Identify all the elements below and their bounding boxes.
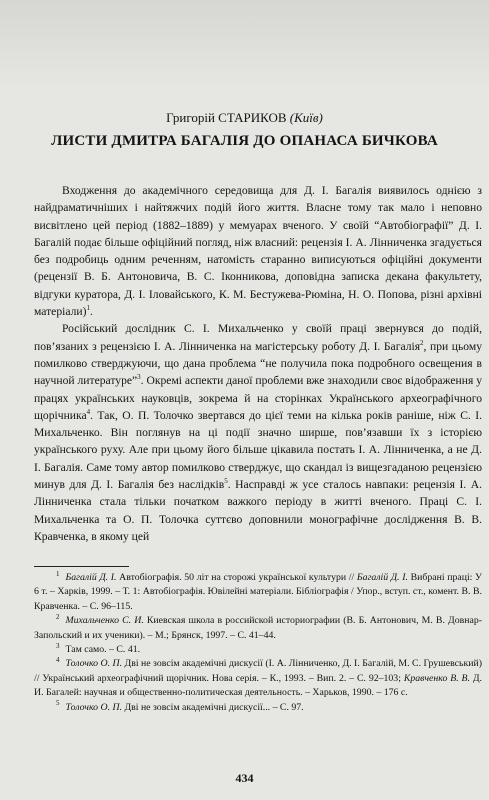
paragraph-text: . Насправді ж усе сталось навпаки: рецензія І. А. Лінниченка стала тільки початком важкого періоду в житті вченого. Праці С. І. Михальченка та О. П. Толочка суттєво доповнили монографічне дослідження В. В. Кравченка, в якому цей	[34, 478, 483, 543]
footnote-reference: 3	[137, 373, 141, 382]
footnote-author: Толочко О. П.	[65, 701, 123, 713]
footnote-number: 1	[56, 569, 60, 578]
footnote	[34, 571, 482, 614]
footnote-reference: 5	[224, 477, 228, 486]
body-paragraph	[34, 182, 482, 320]
author-city: (Київ)	[289, 110, 323, 125]
page-edge-shadow	[0, 0, 489, 88]
footnote-number: 2	[56, 612, 60, 621]
footnote-text: Дві не зовсім академічні дискусії (І. А. Лінниченко, Д. І. Багалій, М. С. Грушевський) // Український археографічний щорічник. Нова серія. – К., 1993. – Вип. 2. – С. 92–103;	[34, 658, 482, 684]
footnote	[34, 657, 482, 700]
footnote-text: Автобіографія. 50 літ на сторожі української культури //	[116, 572, 357, 583]
footnote-text: Киевская школа в российской историографии (В. Б. Антонович, М. В. Довнар-Запольский и их ученики). – М.; Брянск, 1997. – С. 41–44.	[34, 615, 482, 641]
paragraph-text: Входження до академічного середовища для Д. І. Багалія виявилось однією з найдраматичніших і найтяжчих подій його життя. Власне тому так мало і неповно висвітлено цей період (1882–1889) у мемуарах вченого. У своїй “Автобіографії” Д. І. Багалій подає більше офіційний погляд, ніж власний: рецензія І. А. Лінниченка згадується без подробиць одним реченням, натомість старанно виписуються офіційні документи (рецензії В. Б. Антоновича, В. С. Іконникова, доповідна записка декана факультету, відгуки куратора, Д. І. Іловайського, К. М. Бестужева-Рюміна, Н. О. Попова, різні архівні матеріали)	[34, 184, 482, 319]
page-number: 434	[235, 771, 254, 785]
author-name: Григорій СТАРИКОВ	[166, 110, 290, 125]
footnote-reference: 4	[86, 408, 91, 416]
paragraph-text: . Так, О. П. Толочко звертався до цієї теми на кілька років раніше, ніж С. І. Михальченко. Він поглянув на ці події значно ширше, пов’язавши їх з історією українського руху. Але при цьому його більше цікавила постать І. А. Лінниченка, а не Д. І. Багалія. Саме тому автор помилково стверджує, що скандал із вищезгаданою рецензією минув для Д. І. Багалія без наслідків	[34, 408, 482, 492]
article-title: ЛИСТИ ДМИТРА БАГАЛІЯ ДО ОПАНАСА БИЧКОВА	[51, 133, 438, 149]
paragraph-text: , при цьому помилково стверджуючи, що дана проблема “не получила пока подробного освещения в научной литературе”	[34, 339, 482, 388]
footnote-number: 5	[56, 699, 60, 708]
footnote-author: Кравченко В. В.	[403, 672, 470, 684]
footnote	[34, 643, 482, 657]
footnote-author: Багалій Д. І.	[356, 572, 408, 583]
footnote	[34, 614, 482, 643]
footnote	[34, 701, 482, 715]
footnote-text: Дві не зовсім академічні дискусії... – С. 97.	[122, 701, 304, 713]
footnote-text: Там само. – С. 41.	[65, 644, 141, 656]
footnotes	[34, 571, 482, 715]
footnote-number: 4	[56, 656, 60, 665]
footnote-text: Вибрані праці: У 6 т. – Харків, 1999. – Т. 1: Автобіографія. Ювілейні матеріали. Бібліографія / Упор., вступ. ст., комент. В. В. Кравченка. – С. 96–115.	[34, 572, 482, 612]
footnote-text: Д. И. Багалей: научная и общественно-политическая деятельность. – Харьков, 1990. – 176 с.	[34, 672, 482, 699]
footnote-divider	[34, 566, 129, 567]
article-body	[34, 182, 482, 545]
footnote-author: Михальченко С. И.	[65, 615, 144, 627]
paragraph-text: .	[89, 305, 93, 319]
footnote-author: Толочко О. П.	[65, 658, 123, 670]
footnote-reference: 2	[420, 338, 424, 347]
footnote-number: 3	[56, 641, 60, 650]
footnote-reference: 1	[86, 304, 90, 313]
article-author	[0, 110, 489, 126]
paragraph-text: . Окремі аспекти даної проблеми вже знаходили своє відображення у працях українських науковців, зокрема й на сторінках Українського археографічного щорічника	[34, 374, 483, 422]
footnote-author: Багалій Д. І.	[65, 572, 117, 583]
paragraph-text: Російський дослідник С. І. Михальченко у своїй праці звернувся до подій, пов’язаних з рецензією І. А. Лінниченка на магістерську роботу Д. І. Багалія	[34, 322, 482, 353]
body-paragraph	[34, 320, 482, 545]
